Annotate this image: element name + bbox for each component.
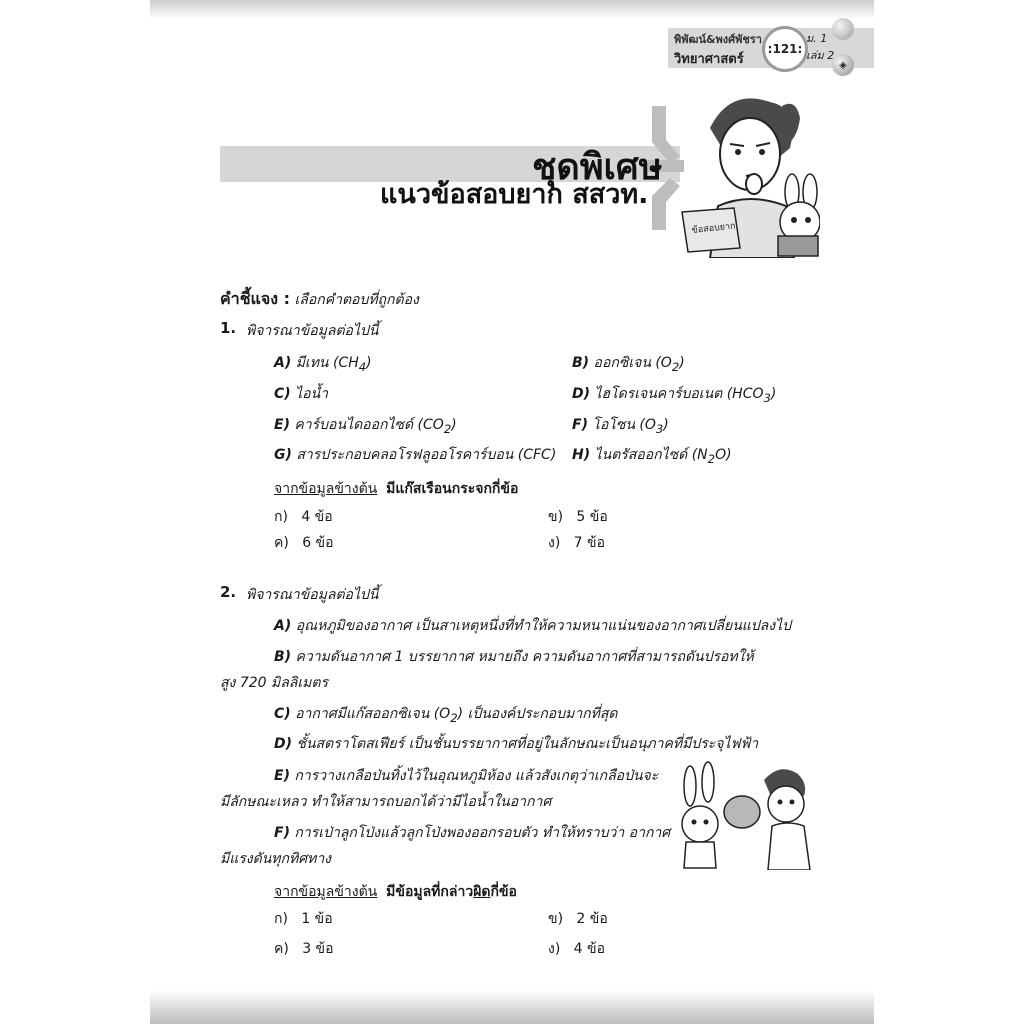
- instructions-text: เลือกคำตอบที่ถูกต้อง: [294, 292, 419, 308]
- page-top-shade: [150, 0, 874, 20]
- q2-item-b-cont: สูง 720 มิลลิเมตร: [220, 675, 329, 691]
- page-bottom-shade: [150, 990, 874, 1024]
- header-ornament-diamond-icon: ◈: [832, 54, 854, 76]
- page-title: ชุดพิเศษ: [532, 147, 663, 188]
- book-page: [150, 0, 874, 1024]
- q1-item-d: D) ไฮโดรเจนคาร์บอเนต $(HCO_3)$: [572, 386, 777, 405]
- header-grade: ม. 1: [806, 32, 828, 45]
- question-2-number: 2.: [220, 583, 237, 601]
- header-authors: พิพัฒน์&พงศ์พัชรา: [674, 33, 762, 46]
- q2-choice-d: ง) 4 ข้อ: [548, 941, 606, 957]
- q2-item-e: E) การวางเกลือป่นทิ้งไว้ในอุณหภูมิห้อง แล้วสังเกตุว่าเกลือป่นจะ: [274, 768, 659, 784]
- header-volume: เล่ม 2: [806, 49, 835, 62]
- q1-item-c: C) ไอน้ำ: [274, 386, 329, 402]
- q1-choice-a: ก) 4 ข้อ: [274, 509, 333, 525]
- q1-item-f: F) โอโซน $(O_3)$: [572, 417, 669, 436]
- question-2-prompt: พิจารณาข้อมูลต่อไปนี้: [246, 587, 379, 603]
- q2-item-f: F) การเป่าลูกโป่งแล้วลูกโป่งพองออกรอบตัว ทำให้ทราบว่า อากาศ: [274, 825, 671, 841]
- page-subtitle: แนวข้อสอบยาก สสวท.: [380, 179, 649, 210]
- q1-item-a: A) มีเทน $(CH_4)$: [274, 355, 372, 374]
- q1-item-b: B) ออกซิเจน $(O_2)$: [572, 355, 685, 374]
- question-1-number: 1.: [220, 319, 237, 337]
- q1-choice-b: ข) 5 ข้อ: [548, 509, 608, 525]
- q2-choice-a: ก) 1 ข้อ: [274, 911, 333, 927]
- q1-question: จากข้อมูลข้างต้น มีแก๊สเรือนกระจกกี่ข้อ: [274, 481, 519, 497]
- instructions-label: คำชี้แจง :: [220, 289, 291, 308]
- q1-item-g: G) สารประกอบคลอโรฟลูออโรคาร์บอน (CFC): [274, 447, 557, 463]
- q2-item-f-cont: มีแรงดันทุกทิศทาง: [220, 851, 332, 867]
- q2-item-b: B) ความดันอากาศ 1 บรรยากาศ หมายถึง ความดันอากาศที่สามารถดันปรอทให้: [274, 649, 754, 665]
- header-ornament-icon: [832, 18, 854, 40]
- q1-choice-c: ค) 6 ข้อ: [274, 535, 334, 551]
- page-number-badge: [762, 26, 808, 72]
- q2-question: จากข้อมูลข้างต้น มีข้อมูลที่กล่าวผิดกี่ข้อ: [274, 884, 517, 900]
- q2-choice-b: ข) 2 ข้อ: [548, 911, 608, 927]
- q2-item-a: A) อุณหภูมิของอากาศ เป็นสาเหตุหนึ่งที่ทำให้ความหนาแน่นของอากาศเปลี่ยนแปลงไป: [274, 618, 792, 634]
- book-label: ข้อสอบยาก: [691, 221, 737, 236]
- q1-choice-d: ง) 7 ข้อ: [548, 535, 606, 551]
- q2-item-e-cont: มีลักษณะเหลว ทำให้สามารถบอกได้ว่ามีไอน้ำในอากาศ: [220, 794, 552, 810]
- student-thinking-illustration: [670, 88, 820, 258]
- page-number: :121:: [767, 42, 803, 56]
- q1-item-e: E) คาร์บอนไดออกไซด์ $(CO_2)$: [274, 417, 457, 436]
- question-1-prompt: พิจารณาข้อมูลต่อไปนี้: [246, 323, 379, 339]
- q2-item-c: C) อากาศมีแก๊สออกซิเจน $(O_2)$ เป็นองค์ประกอบมากที่สุด: [274, 706, 618, 725]
- instructions: [220, 287, 419, 312]
- q2-choice-c: ค) 3 ข้อ: [274, 941, 334, 957]
- q1-item-h: H) ไนตรัสออกไซด์ $(N_2O)$: [572, 447, 732, 466]
- q2-item-d: D) ชั้นสตราโตสเฟียร์ เป็นชั้นบรรยากาศที่อยู่ในลักษณะเป็นอนุภาคที่มีประจุไฟฟ้า: [274, 736, 759, 752]
- header-subject: วิทยาศาสตร์: [674, 52, 744, 67]
- header-grade-volume: [806, 30, 834, 64]
- balloon-kids-illustration: [676, 760, 816, 870]
